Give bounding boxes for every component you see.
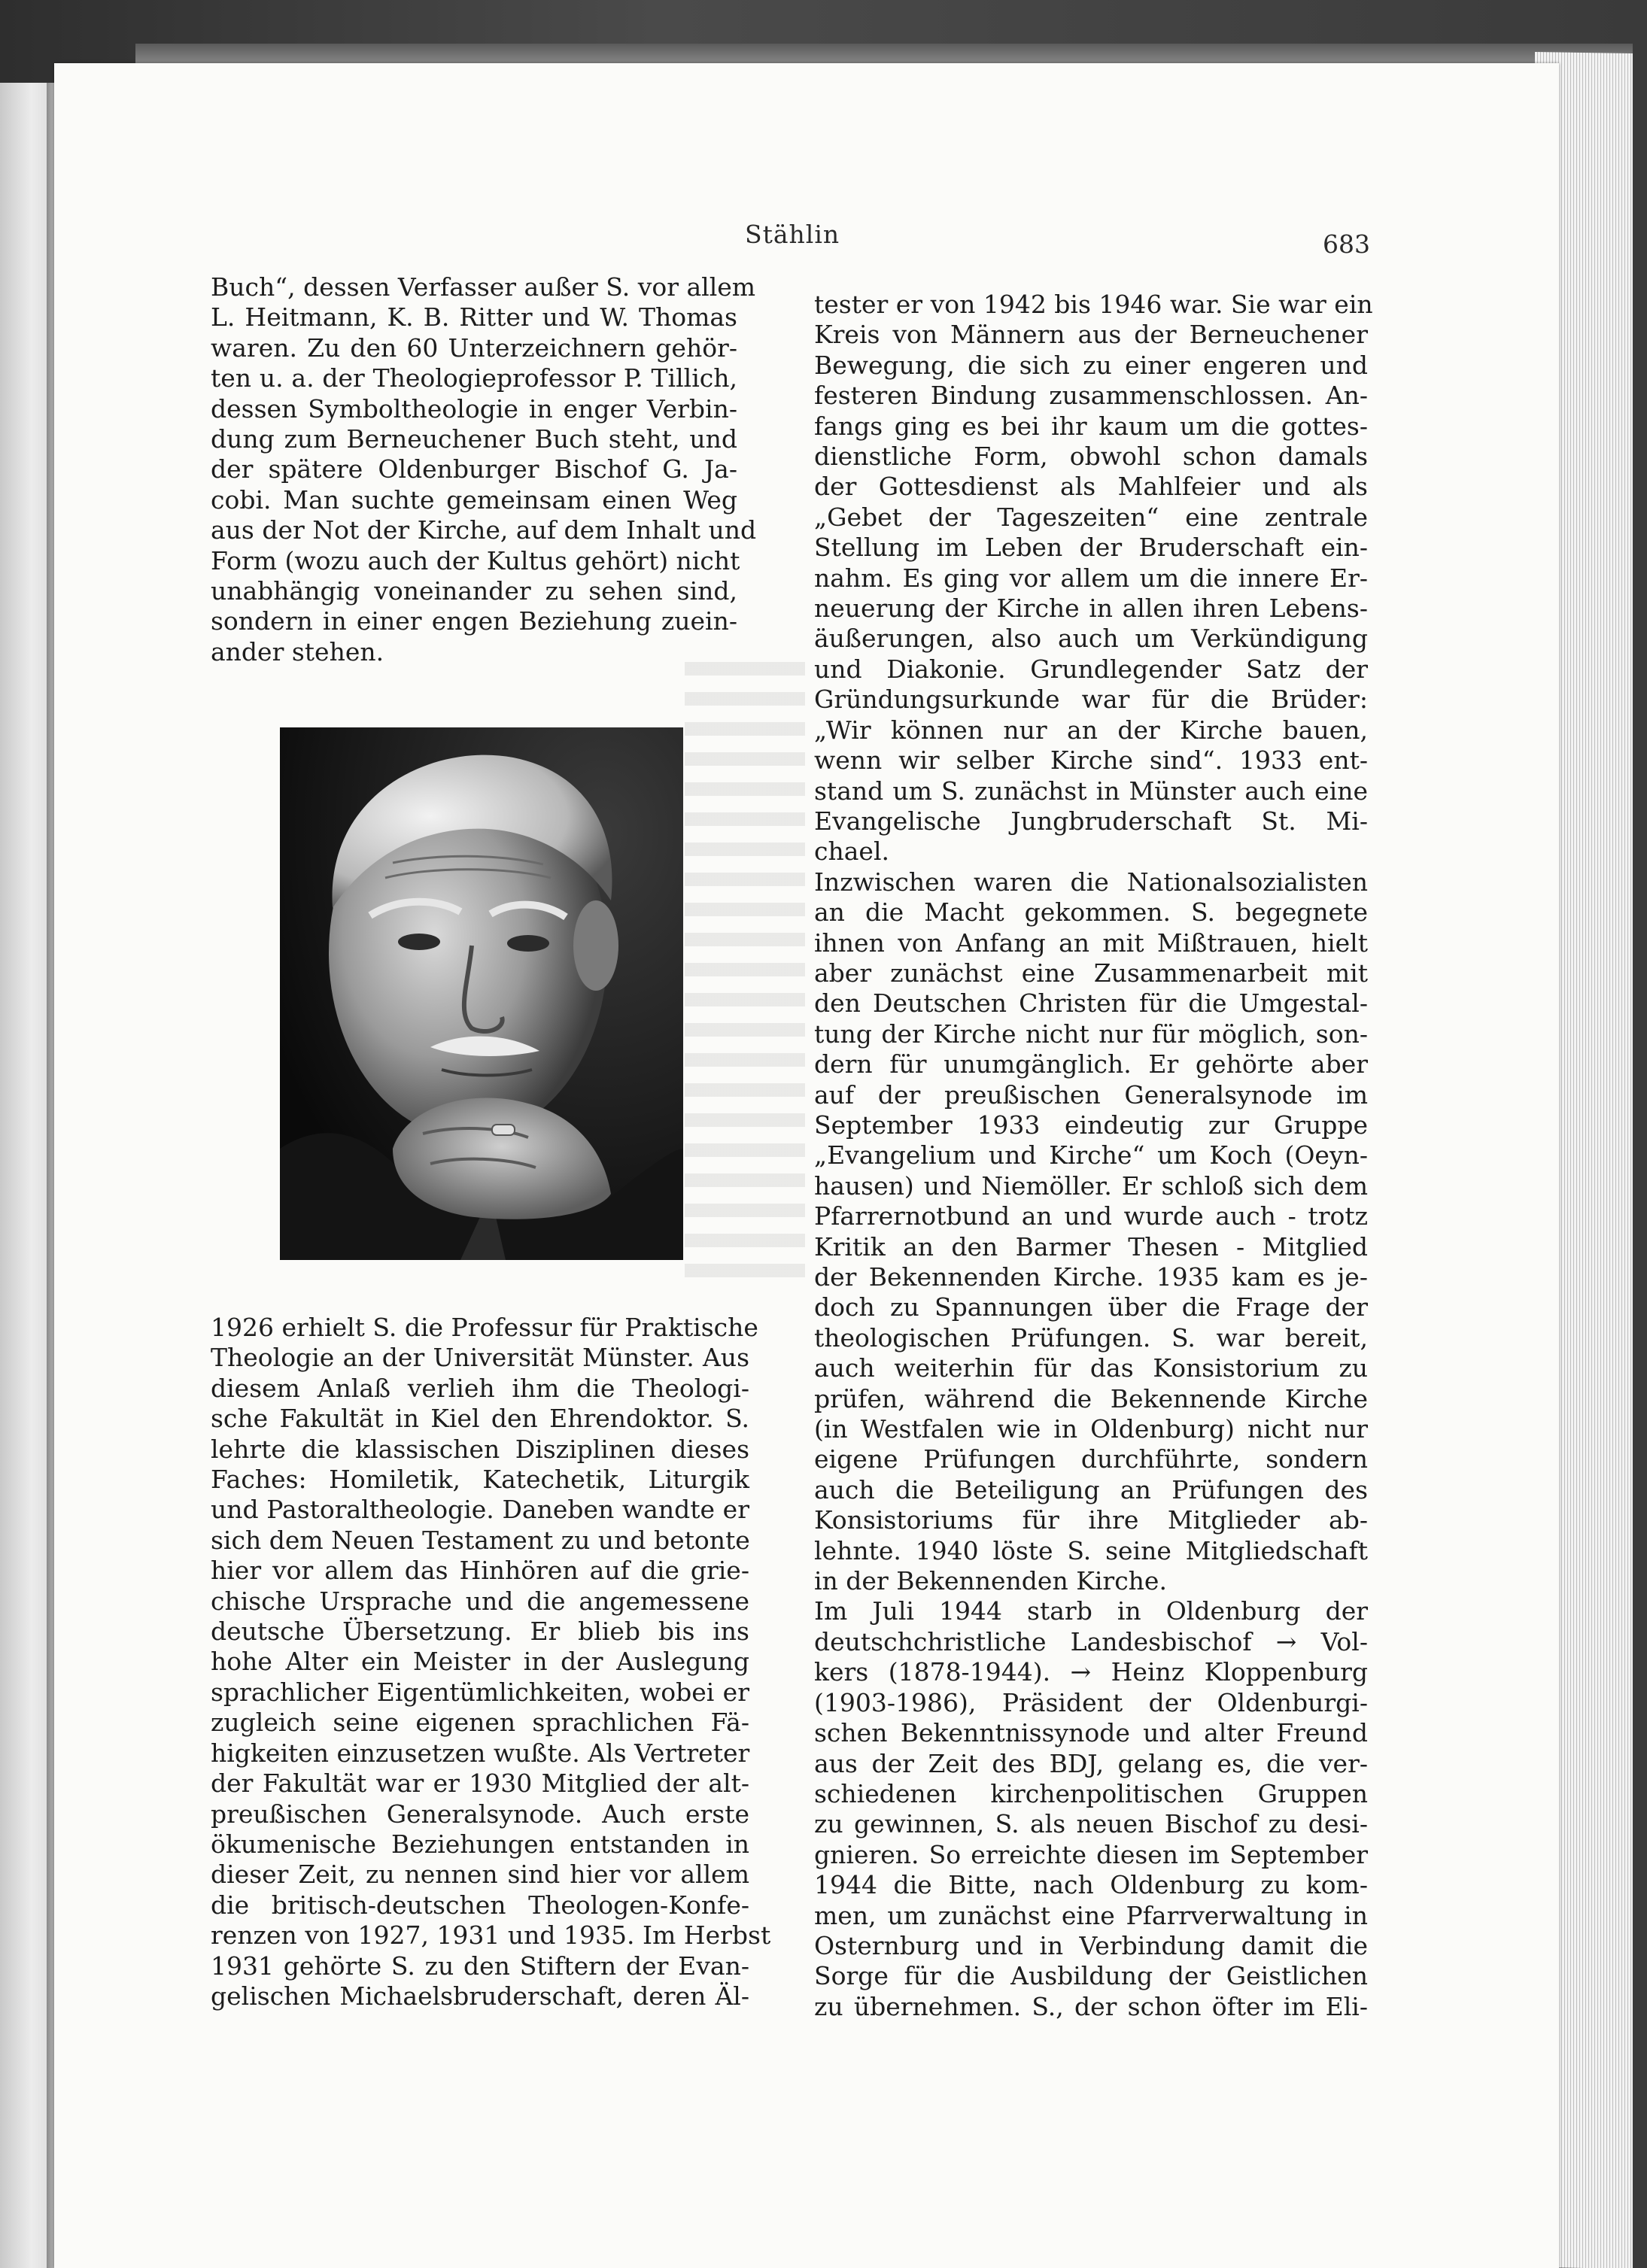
text-line: chael. (814, 836, 889, 867)
text-line: deutschchristliche Landesbischof → Vol- (814, 1626, 1368, 1656)
text-line: Im Juli 1944 starb in Oldenburg der (814, 1596, 1368, 1626)
page-number: 683 (1323, 229, 1370, 259)
text-line: gelischen Michaelsbruderschaft, deren Äl- (211, 1981, 749, 2011)
text-line: dieser Zeit, zu nennen sind hier vor allem (211, 1860, 749, 1890)
text-line: aus der Zeit des BDJ, gelang es, die ver- (814, 1748, 1368, 1778)
text-line: und Diakonie. Grundlegender Satz der (814, 654, 1368, 684)
right-column (814, 290, 1373, 2022)
text-line: 1931 gehörte S. zu den Stiftern der Evan- (211, 1951, 749, 1981)
text-line: Buch“, dessen Verfasser außer S. vor allem (211, 272, 756, 302)
text-line: der spätere Oldenburger Bischof G. Ja- (211, 454, 737, 484)
text-line: prüfen, während die Bekennende Kirche (814, 1383, 1368, 1413)
text-line: dern für unumgänglich. Er gehörte aber (814, 1049, 1368, 1079)
text-line: in der Bekennenden Kirche. (814, 1566, 1167, 1596)
text-line: Gründungsurkunde war für die Brüder: (814, 685, 1368, 715)
text-line: higkeiten einzusetzen wußte. Als Vertreter (211, 1738, 750, 1768)
text-line: Faches: Homiletik, Katechetik, Liturgik (211, 1465, 749, 1495)
text-line: September 1933 eindeutig zur Gruppe (814, 1110, 1368, 1140)
text-line: Bewegung, die sich zu einer engeren und (814, 350, 1368, 380)
left-page-edge (0, 83, 53, 2268)
text-line: lehrte die klassischen Disziplinen dieses (211, 1434, 749, 1464)
text-line: auf der preußischen Generalsynode im (814, 1079, 1368, 1110)
left-column-top (211, 272, 757, 667)
text-line: nahm. Es ging vor allem um die innere Er- (814, 563, 1368, 593)
text-line: Sorge für die Ausbildung der Geistlichen (814, 1961, 1368, 1991)
text-line: (in Westfalen wie in Oldenburg) nicht nur (814, 1414, 1368, 1444)
text-line: schen Bekenntnissynode und alter Freund (814, 1718, 1368, 1748)
text-line: „Evangelium und Kirche“ um Koch (Oeyn- (814, 1140, 1368, 1170)
text-line: deutsche Übersetzung. Er blieb bis ins (211, 1617, 749, 1647)
text-line: tester er von 1942 bis 1946 war. Sie war ein (814, 290, 1373, 319)
text-line: aus der Not der Kirche, auf dem Inhalt und (211, 515, 757, 545)
text-line: preußischen Generalsynode. Auch erste (211, 1799, 749, 1829)
text-line: an die Macht gekommen. S. begegnete (814, 897, 1368, 928)
text-line: Inzwischen waren die Nationalsozialisten (814, 867, 1368, 897)
text-line: chische Ursprache und die angemessene (211, 1586, 749, 1616)
show-through-text (685, 662, 805, 1294)
text-line: gnieren. So erreichte diesen im September (814, 1839, 1368, 1869)
text-line: Osternburg und in Verbindung damit die (814, 1930, 1368, 1960)
text-line: ten u. a. der Theologieprofessor P. Tillich, (211, 363, 737, 393)
text-line: men, um zunächst eine Pfarrverwaltung in (814, 1900, 1368, 1930)
text-line: stand um S. zunächst in Münster auch eine (814, 776, 1368, 806)
text-line: neuerung der Kirche in allen ihren Lebens- (814, 594, 1368, 624)
text-line: Theologie an der Universität Münster. Aus (211, 1343, 749, 1373)
text-line: renzen von 1927, 1931 und 1935. Im Herbst (211, 1920, 771, 1951)
text-line: Evangelische Jungbruderschaft St. Mi- (814, 806, 1368, 836)
text-line: auch weiterhin für das Konsistorium zu (814, 1353, 1368, 1383)
text-line: hausen) und Niemöller. Er schloß sich dem (814, 1170, 1368, 1201)
text-line: festeren Bindung zusammenschlossen. An- (814, 381, 1368, 411)
text-line: zu gewinnen, S. als neuen Bischof zu desi- (814, 1809, 1368, 1839)
text-line: Pfarrernotbund an und wurde auch - trotz (814, 1201, 1368, 1231)
text-line: ökumenische Beziehungen entstanden in (211, 1829, 749, 1859)
text-line: dung zum Berneuchener Buch steht, und (211, 424, 737, 454)
text-line: ihnen von Anfang an mit Mißtrauen, hielt (814, 928, 1368, 958)
text-line: hohe Alter ein Meister in der Auslegung (211, 1647, 749, 1677)
text-line: die britisch-deutschen Theologen-Konfe- (211, 1890, 749, 1920)
text-line: sprachlicher Eigentümlichkeiten, wobei er (211, 1677, 749, 1707)
text-line: lehnte. 1940 löste S. seine Mitgliedschaft (814, 1535, 1368, 1565)
running-head: Stählin (745, 220, 840, 249)
text-line: cobi. Man suchte gemeinsam einen Weg (211, 484, 737, 515)
portrait-image (280, 727, 683, 1260)
text-line: sich dem Neuen Testament zu und betonte (211, 1525, 750, 1555)
text-line: Kreis von Männern aus der Berneuchener (814, 320, 1368, 350)
text-line: der Bekennenden Kirche. 1935 kam es je- (814, 1262, 1368, 1292)
text-line: fangs ging es bei ihr kaum um die gottes- (814, 411, 1368, 441)
text-line: ander stehen. (211, 636, 384, 666)
text-line: L. Heitmann, K. B. Ritter und W. Thomas (211, 302, 737, 332)
text-line: eigene Prüfungen durchführte, sondern (814, 1444, 1368, 1474)
text-line: Konsistoriums für ihre Mitglieder ab- (814, 1505, 1368, 1535)
text-line: (1903-1986), Präsident der Oldenburgi- (814, 1687, 1368, 1717)
text-line: schiedenen kirchenpolitischen Gruppen (814, 1778, 1368, 1808)
text-line: sche Fakultät in Kiel den Ehrendoktor. S. (211, 1404, 749, 1434)
text-line: „Wir können nur an der Kirche bauen, (814, 715, 1368, 745)
text-line: und Pastoraltheologie. Daneben wandte er (211, 1495, 749, 1525)
text-line: unabhängig voneinander zu sehen sind, (211, 576, 737, 606)
text-line: theologischen Prüfungen. S. war bereit, (814, 1322, 1368, 1353)
portrait-photo (280, 727, 683, 1260)
text-line: Stellung im Leben der Bruderschaft ein- (814, 533, 1368, 563)
text-line: „Gebet der Tageszeiten“ eine zentrale (814, 502, 1368, 532)
text-line: diesem Anlaß verlieh ihm die Theologi- (211, 1373, 749, 1403)
text-line: der Fakultät war er 1930 Mitglied der alt- (211, 1769, 749, 1799)
text-line: den Deutschen Christen für die Umgestal- (814, 988, 1368, 1019)
text-line: dessen Symboltheologie in enger Verbin- (211, 393, 737, 424)
text-line: tung der Kirche nicht nur für möglich, son- (814, 1019, 1368, 1049)
text-line: dienstliche Form, obwohl schon damals (814, 442, 1368, 472)
text-line: sondern in einer engen Beziehung zuein- (211, 606, 737, 636)
text-line: äußerungen, also auch um Verkündigung (814, 624, 1368, 654)
text-line: der Gottesdienst als Mahlfeier und als (814, 472, 1368, 502)
text-line: 1944 die Bitte, nach Oldenburg zu kom- (814, 1870, 1368, 1900)
text-line: zugleich seine eigenen sprachlichen Fä- (211, 1708, 749, 1738)
left-column-bottom (211, 1313, 771, 2011)
text-line: auch die Beteiligung an Prüfungen des (814, 1474, 1368, 1504)
text-line: hier vor allem das Hinhören auf die grie- (211, 1556, 749, 1586)
text-line: doch zu Spannungen über die Frage der (814, 1292, 1368, 1322)
text-line: wenn wir selber Kirche sind“. 1933 ent- (814, 745, 1368, 776)
text-line: kers (1878-1944). → Heinz Kloppenburg (814, 1657, 1368, 1687)
text-line: waren. Zu den 60 Unterzeichnern gehör- (211, 332, 737, 363)
text-line: aber zunächst eine Zusammenarbeit mit (814, 958, 1368, 988)
text-line: Kritik an den Barmer Thesen - Mitglied (814, 1231, 1368, 1262)
text-line: zu übernehmen. S., der schon öfter im Eli- (814, 1991, 1368, 2021)
text-line: Form (wozu auch der Kultus gehört) nicht (211, 545, 740, 575)
text-line: 1926 erhielt S. die Professur für Praktische (211, 1313, 758, 1342)
